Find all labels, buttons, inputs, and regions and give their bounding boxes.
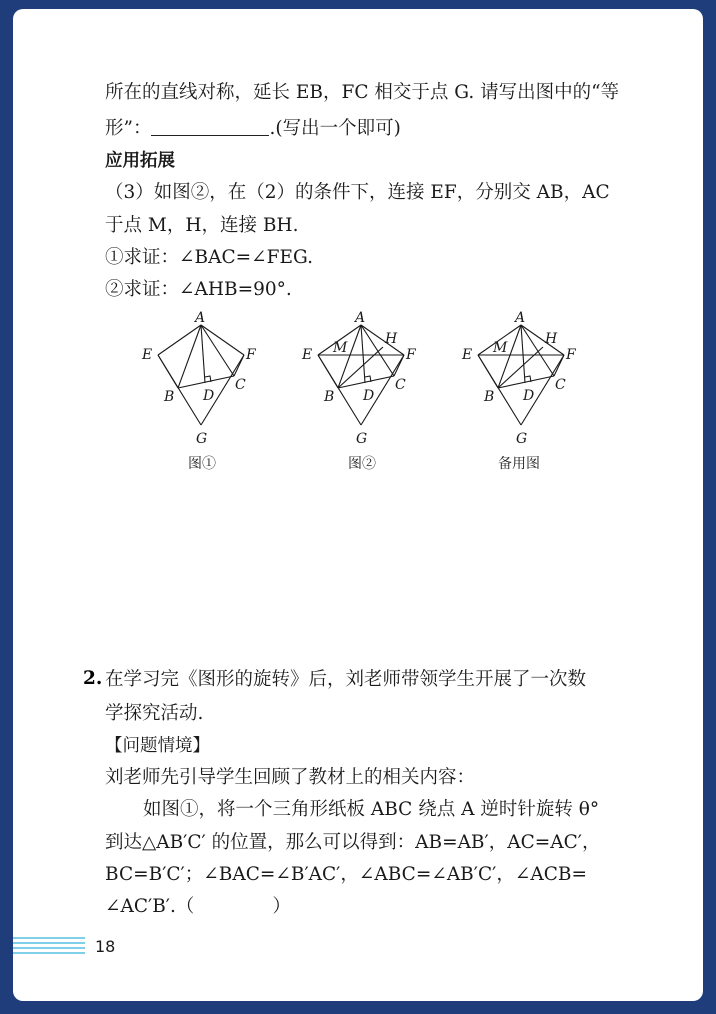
answer-blank[interactable]	[151, 117, 269, 136]
figure-spare	[451, 309, 601, 453]
question-2-line-3: 刘老师先引导学生回顾了教材上的相关内容：	[105, 767, 476, 788]
question-2-number: 2.	[83, 668, 103, 689]
question-2-line-2: 学探究活动.	[105, 703, 204, 724]
figure-1-label-e: E	[142, 347, 153, 363]
figure-2-label-g: G	[356, 431, 368, 447]
text-line-5: 于点 M，H，连接 BH.	[105, 215, 299, 236]
figure-2-label-e: E	[302, 347, 313, 363]
figure-1	[131, 309, 281, 453]
figure-2-svg	[291, 309, 441, 449]
text-line-4: （3）如图②，在（2）的条件下，连接 EF，分别交 AB，AC	[105, 182, 610, 203]
decorative-stripes	[13, 937, 85, 961]
question-2-line-6: BC=B′C′；∠BAC=∠B′AC′，∠ABC=∠AB′C′，∠ACB=	[105, 864, 587, 885]
text-line-2	[105, 117, 401, 141]
figure-spare-label-f: F	[566, 347, 576, 363]
figure-1-svg	[131, 309, 281, 449]
text-line-7: ②求证：∠AHB=90°.	[105, 279, 292, 300]
figure-2	[291, 309, 441, 453]
figure-2-label-m: M	[333, 340, 348, 356]
question-2-line-1: 在学习完《图形的旋转》后，刘老师带领学生开展了一次数	[105, 669, 587, 690]
figure-spare-label-c: C	[555, 377, 566, 393]
figure-2-label-h: H	[385, 331, 398, 347]
figure-spare-label-a: A	[515, 310, 526, 326]
figure-2-label-c: C	[395, 377, 406, 393]
text-line-6: ①求证：∠BAC=∠FEG.	[105, 247, 313, 268]
figure-spare-label-b: B	[484, 389, 495, 405]
question-2-line-7	[105, 895, 291, 919]
figure-1-label-a: A	[195, 310, 206, 326]
figure-spare-label-e: E	[462, 347, 473, 363]
page-number: 18	[95, 937, 116, 956]
figure-1-label-g: G	[196, 431, 208, 447]
figure-spare-label-m: M	[493, 340, 508, 356]
figure-spare-label-g: G	[516, 431, 528, 447]
figure-spare-label-d: D	[523, 388, 535, 404]
figure-1-label-c: C	[235, 377, 246, 393]
figure-1-label-d: D	[203, 388, 215, 404]
figure-2-label-b: B	[324, 389, 335, 405]
figure-1-caption: 图①	[188, 456, 216, 472]
question-2-line-5: 到达△AB′C′ 的位置，那么可以得到：AB=AB′，AC=AC′，	[105, 832, 601, 853]
figure-spare-caption: 备用图	[498, 456, 540, 472]
text-line-1: 所在的直线对称，延长 EB，FC 相交于点 G. 请写出图中的“等	[105, 82, 620, 103]
problem-context-heading: 【问题情境】	[105, 736, 210, 756]
figure-2-label-f: F	[406, 347, 416, 363]
figure-2-caption: 图②	[348, 456, 376, 472]
figure-spare-label-h: H	[545, 331, 558, 347]
figure-2-label-a: A	[355, 310, 366, 326]
figure-1-label-f: F	[246, 347, 256, 363]
question-2-line-7-suffix: ）	[272, 896, 291, 917]
text-line-2-suffix: .(写出一个即可)	[269, 118, 401, 139]
figure-2-label-d: D	[363, 388, 375, 404]
figure-1-label-b: B	[164, 389, 175, 405]
question-2-line-4: 如图①，将一个三角形纸板 ABC 绕点 A 逆时针旋转 θ°	[143, 799, 600, 820]
figure-spare-svg	[451, 309, 601, 449]
section-heading-application: 应用拓展	[105, 151, 175, 171]
question-2-line-7-prefix: ∠AC′B′.（	[105, 896, 195, 917]
page	[13, 9, 703, 1001]
text-line-2-prefix: 形”：	[105, 118, 152, 139]
